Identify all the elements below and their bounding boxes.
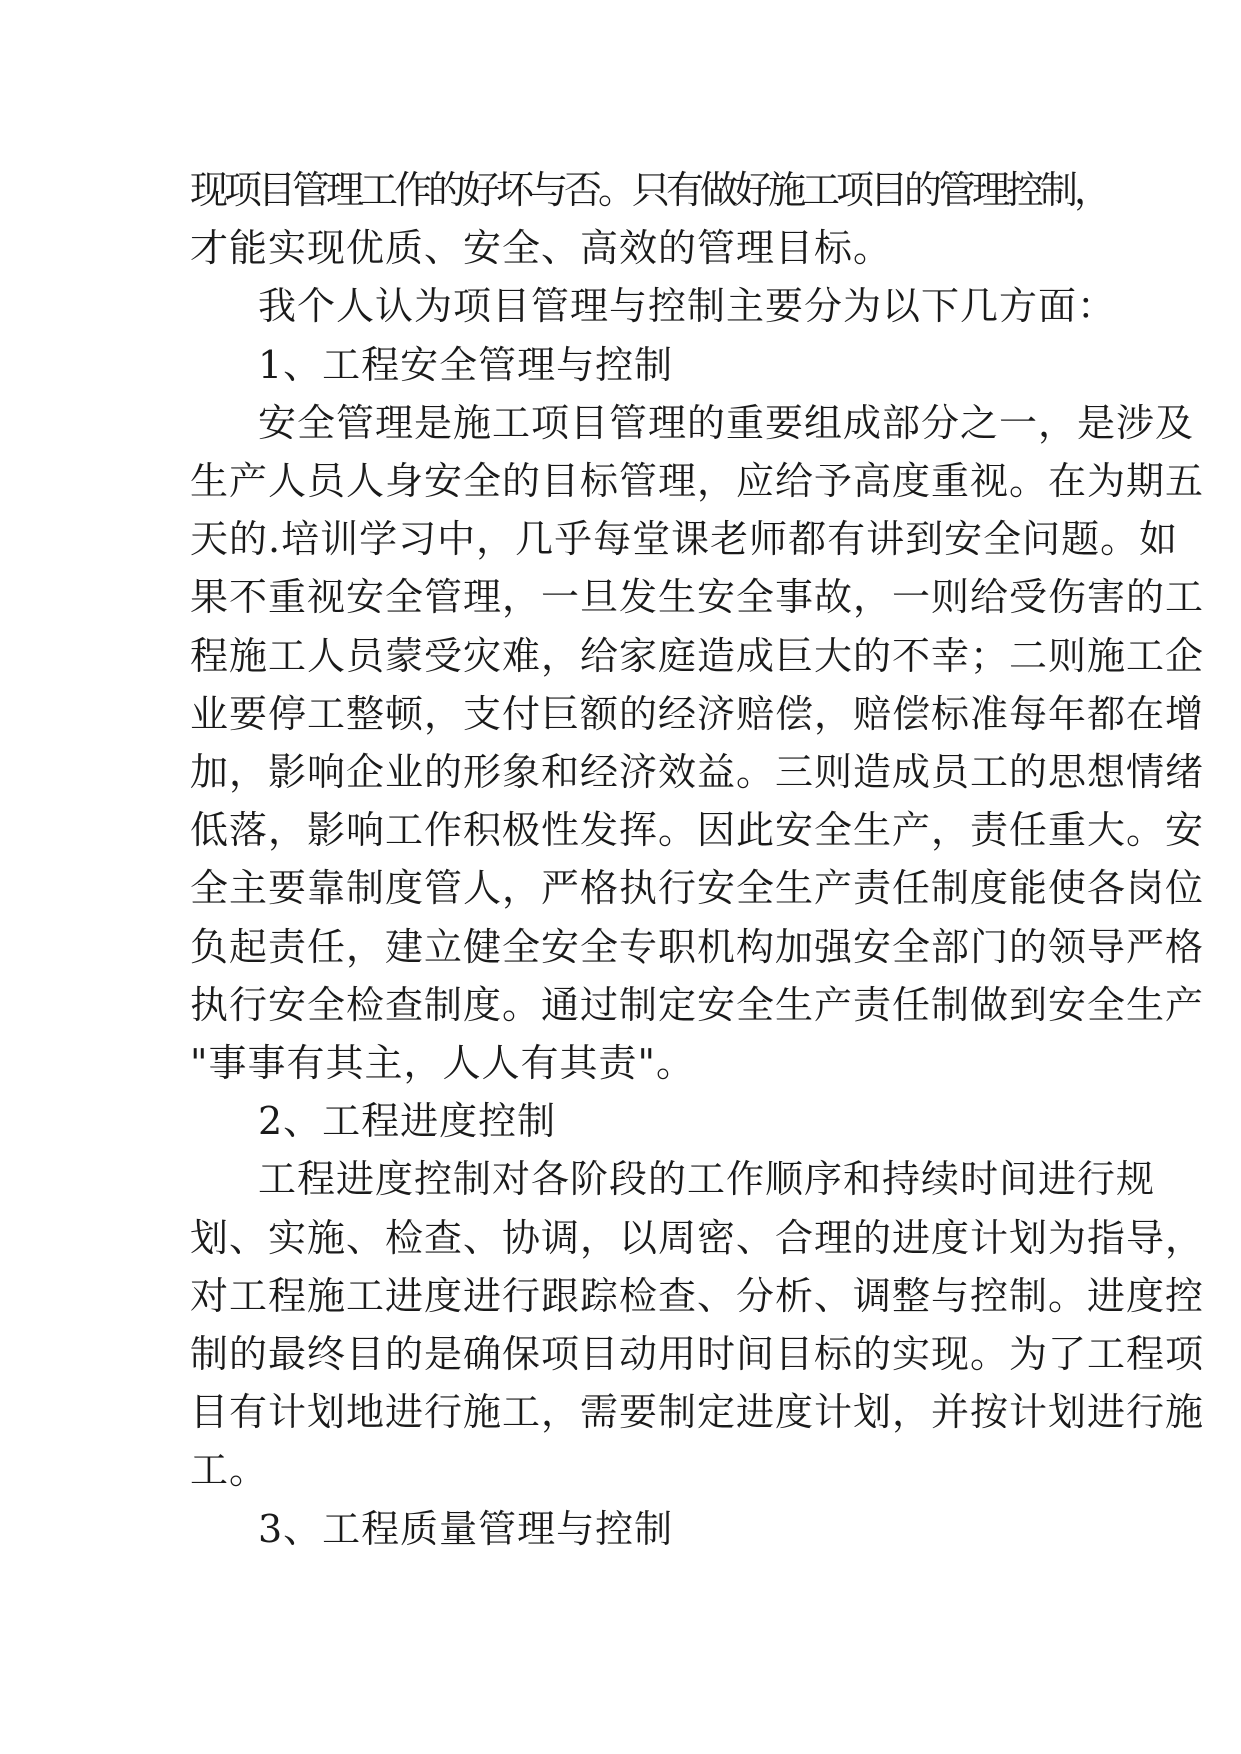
text-line: 业要停工整顿，支付巨额的经济赔偿，赔偿标准每年都在增: [190, 691, 1205, 736]
text-line: 工程进度控制对各阶段的工作顺序和持续时间进行规: [258, 1157, 1156, 1202]
text-line: 果不重视安全管理，一旦发生安全事故，一则给受伤害的工: [190, 575, 1205, 620]
text-line: "事事有其主，人人有其责"。: [190, 1041, 695, 1085]
text-line: 低落，影响工作积极性发挥。因此安全生产，责任重大。安: [190, 808, 1205, 853]
text-line: 制的最终目的是确保项目动用时间目标的实现。为了工程项: [190, 1332, 1205, 1376]
text-line: 目有计划地进行施工，需要制定进度计划，并按计划进行施: [190, 1390, 1205, 1435]
text-line: 天的.培训学习中，几乎每堂课老师都有讲到安全问题。如: [190, 517, 1179, 562]
text-line: 我个人认为项目管理与控制主要分为以下几方面：: [258, 284, 1117, 329]
text-line: 负起责任，建立健全安全专职机构加强安全部门的领导严格: [190, 924, 1205, 969]
text-line: 才能实现优质、安全、高效的管理目标。: [190, 226, 893, 271]
section-heading: 2、工程进度控制: [258, 1099, 557, 1144]
text-line: 安全管理是施工项目管理的重要组成部分之一，是涉及: [258, 400, 1195, 445]
text-line: 生产人员人身安全的目标管理，应给予高度重视。在为期五: [190, 459, 1205, 503]
text-line: 划、实施、检查、协调，以周密、合理的进度计划为指导，: [190, 1215, 1205, 1260]
section-heading: 3、工程质量管理与控制: [258, 1506, 674, 1551]
text-line: 现项目管理工作的好坏与否。只有做好施工项目的管理控制，: [190, 168, 1109, 212]
text-line: 工。: [190, 1448, 269, 1493]
text-line: 程施工人员蒙受灾难，给家庭造成巨大的不幸；二则施工企: [190, 633, 1205, 678]
section-heading: 1、工程安全管理与控制: [258, 342, 674, 387]
text-line: 全主要靠制度管人，严格执行安全生产责任制度能使各岗位: [190, 866, 1205, 911]
text-line: 执行安全检查制度。通过制定安全生产责任制做到安全生产: [190, 982, 1205, 1027]
text-line: 加，影响企业的形象和经济效益。三则造成员工的思想情绪: [190, 750, 1205, 794]
text-line: 对工程施工进度进行跟踪检查、分析、调整与控制。进度控: [190, 1273, 1205, 1318]
